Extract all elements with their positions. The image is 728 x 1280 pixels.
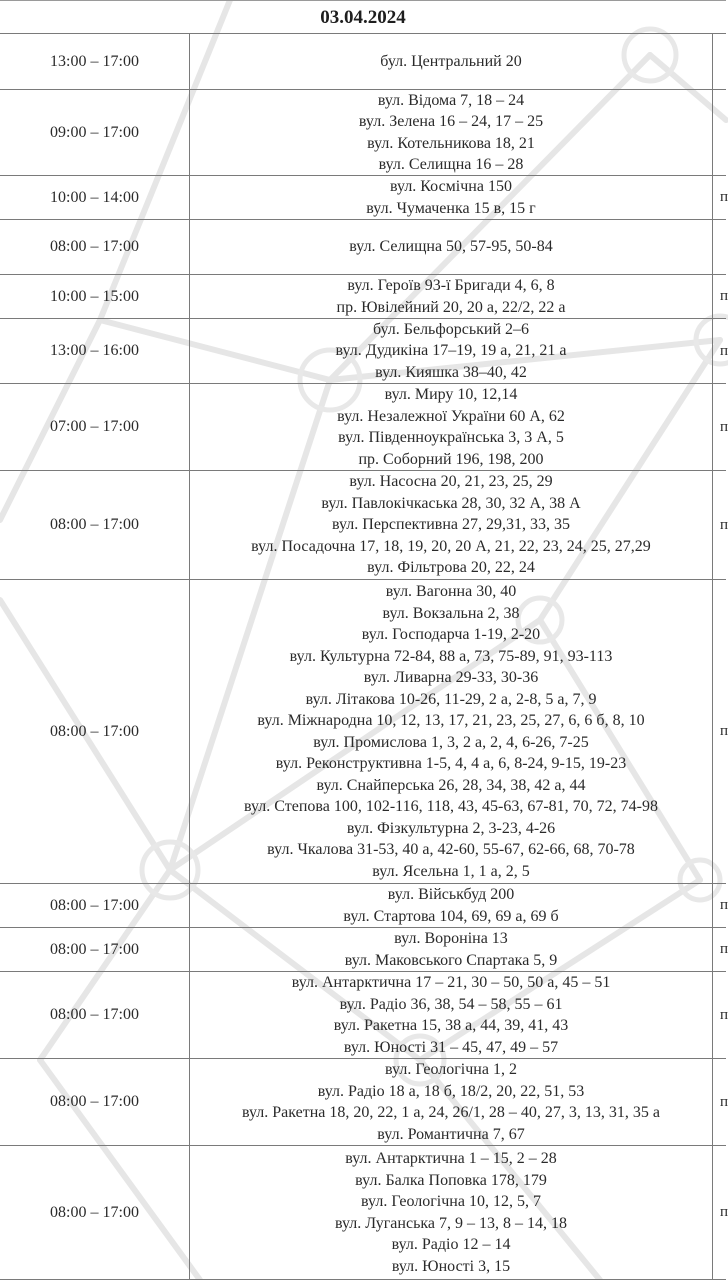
street-line: вул. Господарча 1-19, 2-20 — [361, 626, 541, 643]
street-line: вул. Вокзальна 2, 38 — [382, 604, 520, 622]
street-line: вул. Юності 31 – 45, 47, 49 – 57 — [343, 1038, 559, 1056]
address-list — [190, 176, 712, 219]
time-range: 08:00 – 17:00 — [0, 928, 190, 971]
street-line: вул. Південноукраїнська 3, 3 А, 5 — [338, 429, 564, 446]
street-line: вул. Геологічна 10, 12, 5, 7 — [361, 1193, 541, 1210]
table-row — [0, 580, 726, 884]
time-range: 10:00 – 15:00 — [0, 275, 190, 318]
table-row — [0, 384, 726, 471]
truncated-column — [712, 1146, 726, 1279]
address-list — [190, 580, 712, 883]
table-row — [0, 176, 726, 220]
truncated-column — [712, 275, 726, 318]
address-list — [190, 972, 712, 1058]
street-line: вул. Котельникова 18, 21 — [367, 134, 535, 152]
street-line: вул. Стартова 104, 69, 69 а, 69 б — [343, 907, 559, 925]
street-line: пр. Соборний 196, 198, 200 — [358, 450, 544, 468]
street-line: бул. Центральний 20 — [380, 52, 522, 70]
table-row — [0, 34, 726, 90]
street-line: вул. Промислова 1, 3, 2 а, 2, 4, 6-26, 7-25 — [313, 733, 589, 751]
street-line: вул. Миру 10, 12,14 — [384, 386, 518, 403]
street-line: вул. Героїв 93-ї Бригади 4, 6, 8 — [347, 277, 555, 294]
truncated-column — [712, 384, 726, 470]
truncated-text: п — [720, 1204, 728, 1220]
street-line: вул. Реконструктивна 1-5, 4, 4 а, 6, 8-24, 9-15, 19-23 — [275, 755, 627, 772]
truncated-text: п — [720, 1006, 728, 1023]
street-line: вул. Геологічна 1, 2 — [385, 1061, 517, 1078]
street-line: вул. Міжнародна 10, 12, 13, 17, 21, 23, 25, 27, 6, 6 б, 8, 10 — [257, 712, 645, 729]
street-line: вул. Ракетна 18, 20, 22, 1 а, 24, 26/1, 28 – 40, 27, 3, 13, 31, 35 а — [241, 1104, 661, 1121]
address-list — [190, 90, 712, 175]
truncated-text: п — [720, 288, 728, 304]
table-row — [0, 275, 726, 319]
table-row — [0, 884, 726, 928]
truncated-text: п — [720, 418, 728, 435]
street-line: вул. Перспективна 27, 29,31, 33, 35 — [331, 516, 571, 534]
time-range: 08:00 – 17:00 — [0, 972, 190, 1058]
street-line: вул. Вагонна 30, 40 — [385, 583, 517, 600]
time-range: 13:00 – 17:00 — [0, 34, 190, 89]
street-line: бул. Бельфорський 2–6 — [372, 320, 530, 338]
street-line: вул. Незалежної України 60 А, 62 — [337, 407, 565, 425]
truncated-column — [712, 319, 726, 383]
street-line: вул. Степова 100, 102-116, 118, 43, 45-63, 67-81, 70, 72, 74-98 — [244, 798, 658, 815]
address-list — [190, 928, 712, 971]
table-row — [0, 972, 726, 1059]
time-range: 13:00 – 16:00 — [0, 319, 190, 383]
truncated-column — [712, 471, 726, 579]
street-line: вул. Ракетна 15, 38 а, 44, 39, 41, 43 — [333, 1017, 569, 1034]
street-line: вул. Ясельна 1, 1 а, 2, 5 — [372, 862, 530, 880]
street-line: вул. Вороніна 13 — [394, 930, 508, 947]
truncated-text: п — [720, 897, 728, 913]
time-range: 10:00 – 14:00 — [0, 176, 190, 219]
truncated-column — [712, 928, 726, 971]
street-line: вул. Селищна 16 – 28 — [378, 156, 524, 173]
time-range: 08:00 – 17:00 — [0, 471, 190, 579]
street-line: вул. Дудикіна 17–19, 19 а, 21, 21 а — [335, 342, 567, 360]
address-list — [190, 884, 712, 927]
street-line: вул. Посадочна 17, 18, 19, 20, 20 А, 21, 22, 23, 24, 25, 27,29 — [251, 537, 651, 555]
truncated-column — [712, 90, 726, 175]
address-list — [190, 1146, 712, 1279]
truncated-text: п — [720, 941, 728, 957]
street-line: вул. Павлокічкаська 28, 30, 32 А, 38 А — [321, 494, 581, 512]
street-line: вул. Радіо 18 а, 18 б, 18/2, 20, 22, 51, 53 — [317, 1082, 585, 1100]
street-line: вул. Кияшка 38–40, 42 — [375, 363, 527, 381]
table-row — [0, 471, 726, 580]
truncated-column — [712, 972, 726, 1058]
address-list — [190, 319, 712, 383]
street-line: вул. Культурна 72-84, 88 а, 73, 75-89, 91, 93-113 — [289, 647, 613, 665]
table-row — [0, 319, 726, 384]
truncated-column — [712, 1059, 726, 1145]
street-line: вул. Маковського Спартака 5, 9 — [344, 951, 558, 969]
truncated-column — [712, 34, 726, 89]
truncated-text: п — [720, 1093, 728, 1110]
street-line: вул. Радіо 36, 38, 54 – 58, 55 – 61 — [339, 995, 563, 1013]
time-range: 08:00 – 17:00 — [0, 884, 190, 927]
address-list — [190, 34, 712, 89]
street-line: вул. Фізкультурна 2, 3-23, 4-26 — [346, 819, 556, 837]
street-line: вул. Юності 3, 15 — [391, 1257, 511, 1275]
street-line: пр. Ювілейний 20, 20 а, 22/2, 22 а — [336, 298, 566, 316]
street-line: вул. Антарктична 1 – 15, 2 – 28 — [345, 1150, 557, 1167]
street-line: вул. Чумаченка 15 в, 15 г — [366, 199, 536, 217]
time-range: 08:00 – 17:00 — [0, 580, 190, 883]
street-line: вул. Відома 7, 18 – 24 — [377, 91, 525, 109]
street-line: вул. Романтична 7, 67 — [377, 1125, 525, 1143]
truncated-column — [712, 220, 726, 274]
address-list — [190, 220, 712, 274]
street-line: вул. Насосна 20, 21, 23, 25, 29 — [349, 473, 553, 491]
street-line: вул. Радіо 12 – 14 — [391, 1236, 511, 1253]
address-list — [190, 471, 712, 579]
truncated-text: п — [720, 723, 728, 739]
time-range: 08:00 – 17:00 — [0, 220, 190, 274]
street-line: вул. Ливарна 29-33, 30-36 — [363, 669, 539, 686]
street-line: вул. Літакова 10-26, 11-29, 2 а, 2-8, 5 а, 7, 9 — [305, 690, 597, 708]
truncated-column — [712, 176, 726, 219]
street-line: вул. Космічна 150 — [390, 178, 512, 195]
address-list — [190, 275, 712, 318]
street-line: вул. Луганська 7, 9 – 13, 8 – 14, 18 — [335, 1214, 567, 1232]
street-line: вул. Зелена 16 – 24, 17 – 25 — [358, 113, 544, 130]
street-line: вул. Антарктична 17 – 21, 30 – 50, 50 а, 45 – 51 — [291, 974, 611, 991]
table-row — [0, 1146, 726, 1280]
truncated-text: п — [720, 342, 728, 359]
truncated-text: п — [720, 516, 728, 533]
time-range: 09:00 – 17:00 — [0, 90, 190, 175]
table-row — [0, 928, 726, 972]
truncated-text: п — [720, 189, 728, 205]
time-range: 07:00 – 17:00 — [0, 384, 190, 470]
table-row — [0, 220, 726, 275]
table-row — [0, 1059, 726, 1146]
time-range: 08:00 – 17:00 — [0, 1059, 190, 1145]
street-line: вул. Селищна 50, 57-95, 50-84 — [349, 238, 553, 256]
table-row — [0, 90, 726, 176]
address-list — [190, 1059, 712, 1145]
date-header: 03.04.2024 — [0, 0, 726, 34]
street-line: вул. Чкалова 31-53, 40 а, 42-60, 55-67, 62-66, 68, 70-78 — [267, 841, 635, 858]
address-list — [190, 384, 712, 470]
time-range: 08:00 – 17:00 — [0, 1146, 190, 1279]
truncated-column — [712, 580, 726, 883]
street-line: вул. Фільтрова 20, 22, 24 — [367, 559, 535, 577]
street-line: вул. Снайперська 26, 28, 34, 38, 42 а, 44 — [316, 776, 586, 794]
street-line: вул. Балка Поповка 178, 179 — [355, 1171, 547, 1189]
street-line: вул. Військбуд 200 — [387, 886, 515, 903]
truncated-column — [712, 884, 726, 927]
